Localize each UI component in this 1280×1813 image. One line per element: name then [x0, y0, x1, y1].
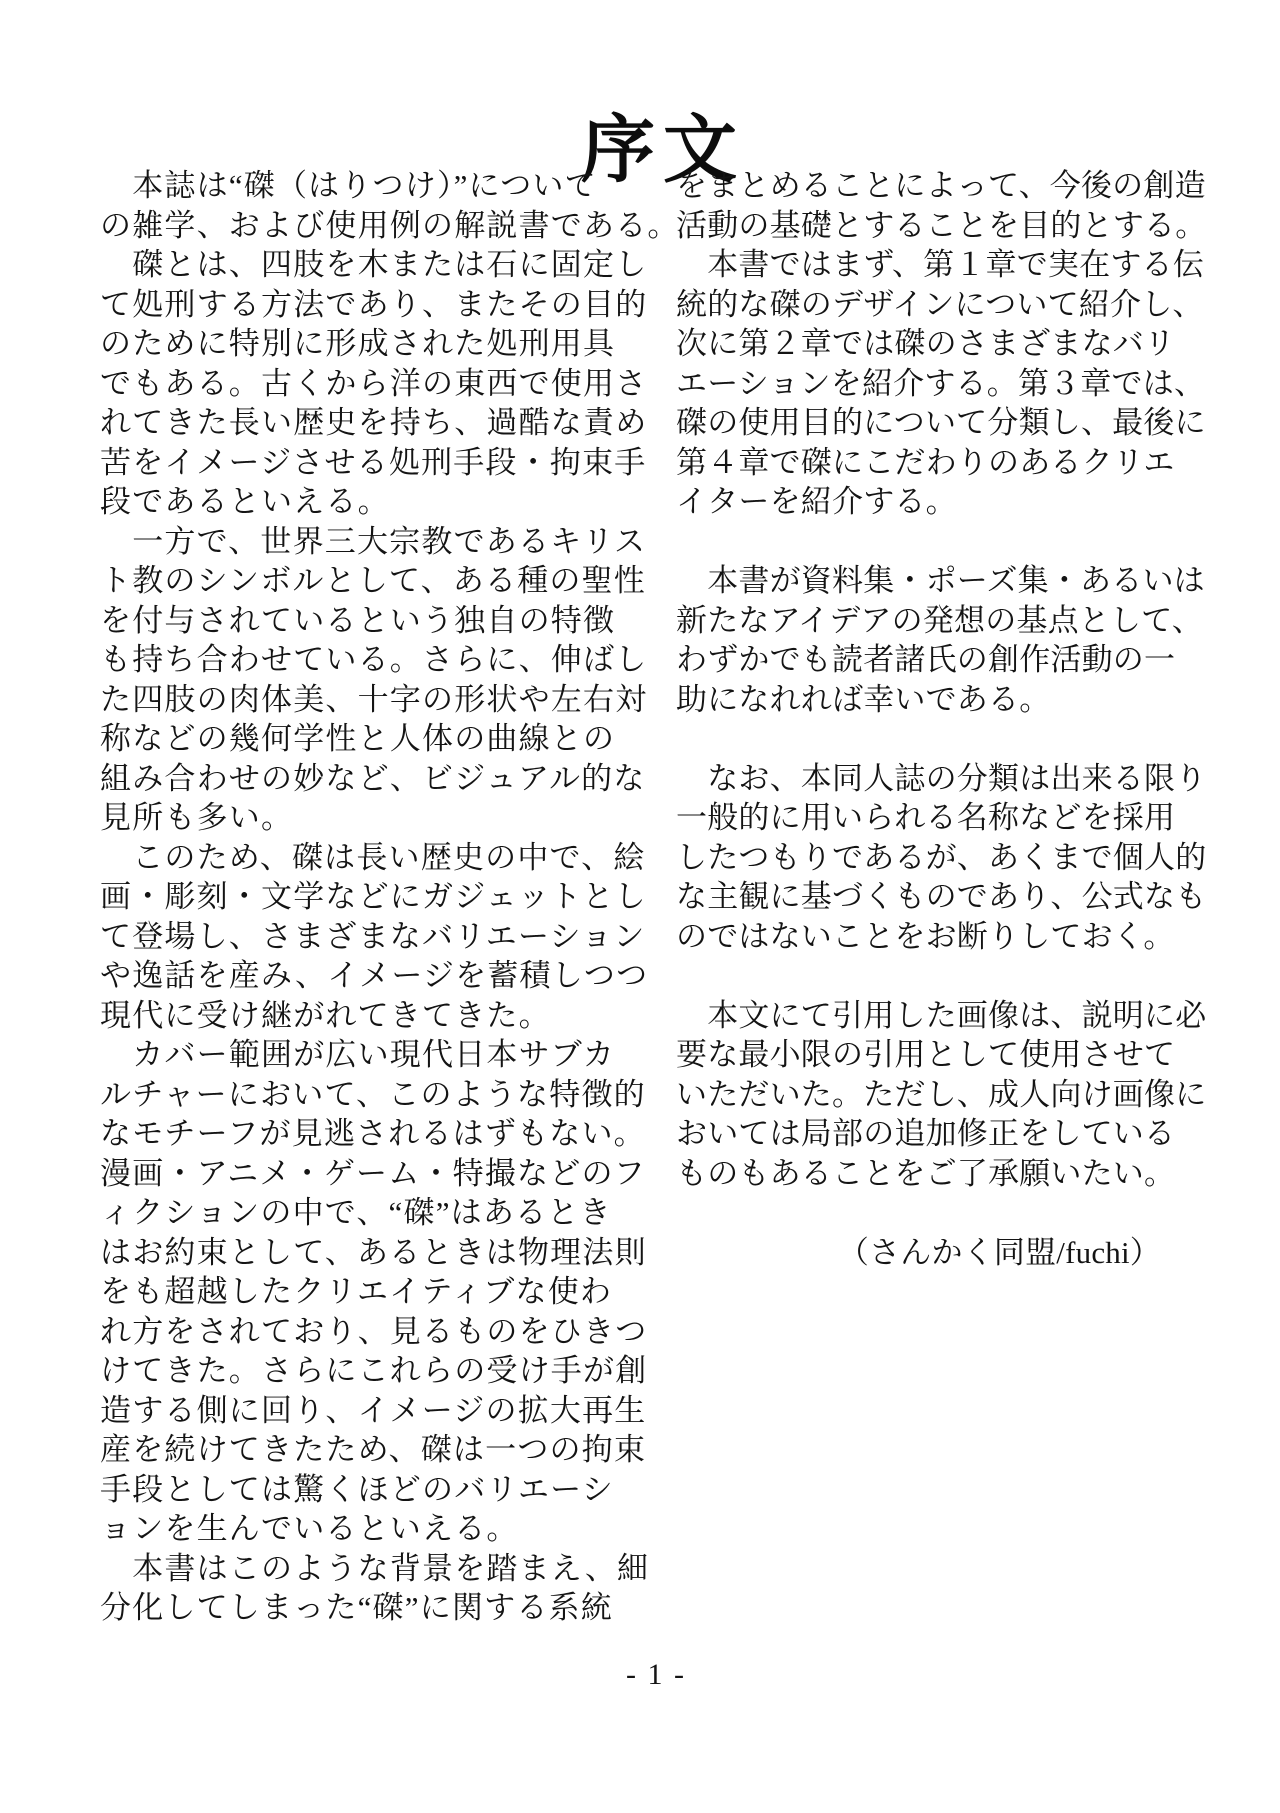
text-line: をまとめることによって、今後の創造 — [676, 168, 1206, 203]
author-credit: （さんかく同盟/fuchi） — [837, 1234, 1161, 1270]
page-number: - 1 - — [626, 1658, 686, 1691]
text-line: も持ち合わせている。さらに、伸ばし — [100, 642, 648, 677]
text-line: おいては局部の追加修正をしている — [676, 1116, 1176, 1151]
text-line: 要な最小限の引用として使用させて — [676, 1037, 1176, 1072]
text-line: このため、磔は長い歴史の中で、絵 — [100, 839, 646, 875]
left-column — [100, 166, 680, 1628]
text-line: の雑学、および使用例の解説書である。 — [100, 207, 680, 243]
text-line: 産を続けてきたため、磔は一つの拘束 — [100, 1432, 647, 1467]
text-line: ト教のシンボルとして、ある種の聖性 — [100, 563, 647, 598]
text-line: 本誌は“磔（はりつけ）”について — [100, 168, 597, 203]
text-line: 統的な磔のデザインについて紹介し、 — [676, 286, 1204, 322]
text-line: 新たなアイデアの発想の基点として、 — [676, 602, 1203, 638]
text-line: 見所も多い。 — [100, 800, 294, 835]
text-line: れてきた長い歴史を持ち、過酷な責め — [100, 405, 648, 440]
text-line: 分化してしまった“磔”に関する系統 — [100, 1590, 613, 1625]
text-line: 段であるといえる。 — [100, 484, 390, 519]
text-line: て処刑する方法であり、またその目的 — [100, 286, 648, 322]
text-line: でもある。古くから洋の東西で使用さ — [100, 365, 648, 401]
text-line: 画・彫刻・文学などにガジェットとし — [100, 879, 647, 914]
text-line: のために特別に形成された処刑用具 — [100, 326, 616, 361]
text-line: 称などの幾何学性と人体の曲線との — [100, 721, 616, 756]
text-line: ルチャーにおいて、このような特徴的 — [100, 1076, 646, 1112]
text-line: 造する側に回り、イメージの拡大再生 — [100, 1392, 647, 1428]
text-line: な主観に基づくものであり、公式なも — [676, 879, 1207, 914]
text-line: 次に第２章では磔のさまざまなバリ — [676, 326, 1176, 361]
text-line: 助になれれば幸いである。 — [676, 681, 1051, 717]
page-title: 序文 — [581, 107, 745, 191]
text-line: 本書ではまず、第１章で実在する伝 — [676, 247, 1204, 282]
text-line: 現代に受け継がれてきてきた。 — [100, 997, 551, 1033]
text-line: いただいた。ただし、成人向け画像に — [676, 1076, 1207, 1112]
text-line: を付与されているという独自の特徴 — [100, 602, 616, 638]
text-line: た四肢の肉体美、十字の形状や左右対 — [100, 681, 648, 717]
text-line: なモチーフが見逃されるはずもない。 — [100, 1116, 646, 1151]
blank-line — [676, 956, 1189, 996]
text-line: 本文にて引用した画像は、説明に必 — [676, 997, 1207, 1033]
text-line: 活動の基礎とすることを目的とする。 — [676, 207, 1207, 243]
blank-line — [676, 719, 1189, 759]
text-line: て登場し、さまざまなバリエーション — [100, 918, 646, 954]
text-line: のではないことをお断りしておく。 — [676, 918, 1175, 954]
text-line: ョンを生んでいるといえる。 — [100, 1511, 519, 1546]
text-line: 一方で、世界三大宗教であるキリス — [100, 523, 647, 559]
text-line: イターを紹介する。 — [676, 484, 957, 519]
text-line: ィクションの中で、“磔”はあるとき — [100, 1195, 612, 1230]
text-line: 一般的に用いられる名称などを採用 — [676, 800, 1176, 835]
text-line: 漫画・アニメ・ゲーム・特撮などのフ — [100, 1155, 646, 1191]
text-line: 手段としては驚くほどのバリエーシ — [100, 1471, 614, 1507]
right-column-lines — [676, 166, 1207, 1193]
text-line: 苦をイメージさせる処刑手段・拘束手 — [100, 444, 647, 480]
text-line: 磔とは、四肢を木または石に固定し — [100, 247, 648, 282]
text-line: したつもりであるが、あくまで個人的 — [676, 839, 1207, 875]
text-line: なお、本同人誌の分類は出来る限り — [676, 760, 1207, 796]
text-line: 本書はこのような背景を踏まえ、細 — [100, 1550, 650, 1586]
text-line: 磔の使用目的について分類し、最後に — [676, 405, 1206, 440]
text-line: けてきた。さらにこれらの受け手が創 — [100, 1353, 648, 1388]
text-line: や逸話を産み、イメージを蓄積しつつ — [100, 958, 649, 993]
text-line: 第４章で磔にこだわりのあるクリエ — [676, 444, 1175, 480]
text-line: れ方をされており、見るものをひきつ — [100, 1313, 648, 1349]
text-line: をも超越したクリエイティブな使わ — [100, 1274, 613, 1309]
right-column — [676, 166, 1207, 1272]
text-line: わずかでも読者諸氏の創作活動の一 — [676, 642, 1176, 677]
text-line: はお約束として、あるときは物理法則 — [100, 1234, 647, 1270]
text-line: 組み合わせの妙など、ビジュアル的な — [100, 760, 646, 796]
text-line: カバー範囲が広い現代日本サブカ — [100, 1037, 615, 1072]
text-line: 本書が資料集・ポーズ集・あるいは — [676, 563, 1205, 598]
text-line: ものもあることをご了承願いたい。 — [676, 1155, 1176, 1191]
blank-line — [676, 522, 1189, 562]
text-columns — [100, 166, 1207, 1628]
text-line: エーションを紹介する。第３章では、 — [676, 365, 1206, 401]
